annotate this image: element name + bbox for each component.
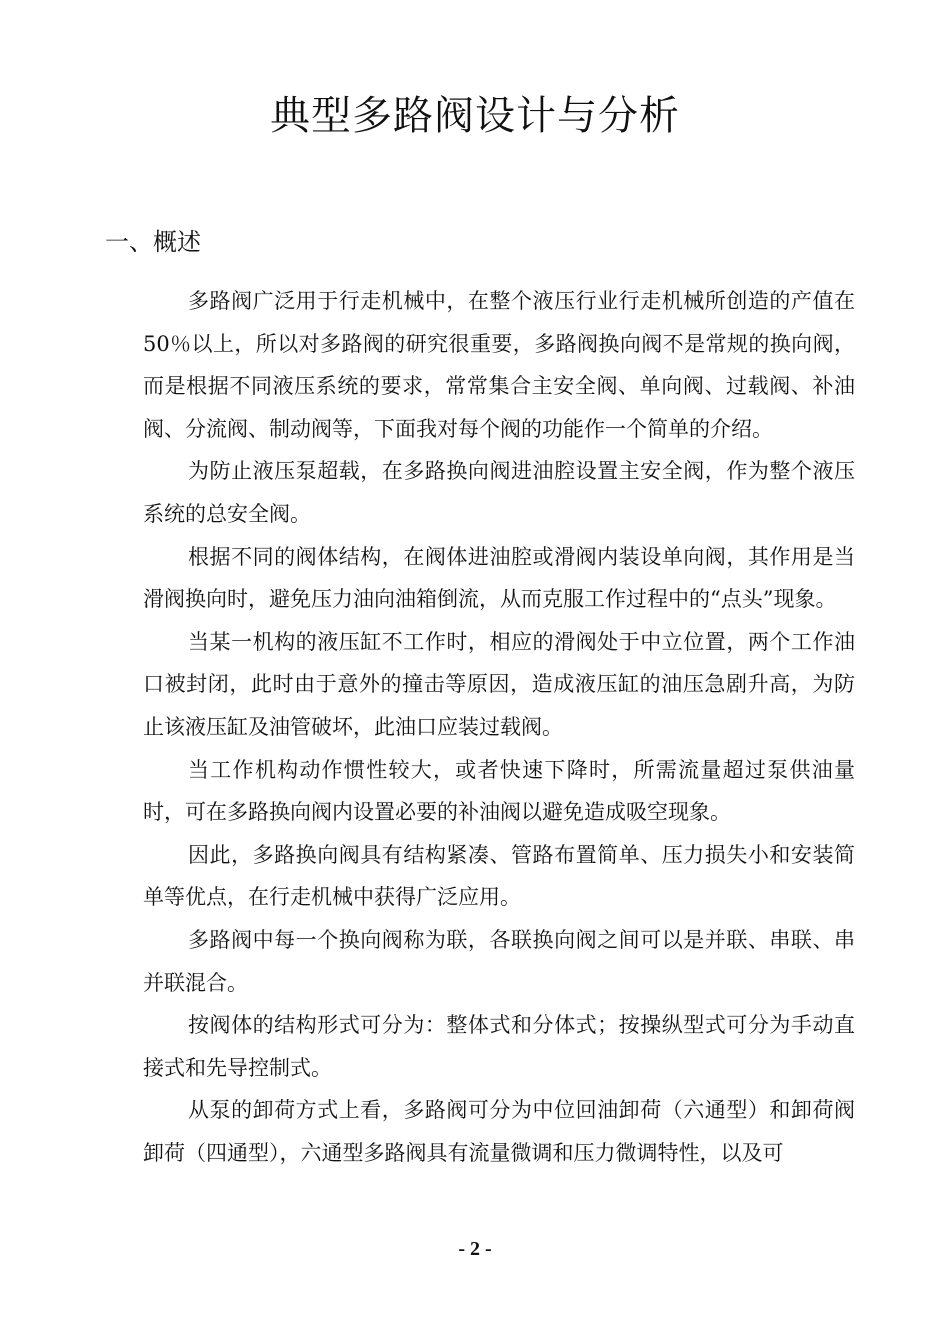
section-heading: 一、概述 <box>105 228 201 256</box>
paragraph: 多路阀广泛用于行走机械中，在整个液压行业行走机械所创造的产值在 50％以上，所以对多路阀的研究很重要，多路阀换向阀不是常规的换向阀，而是根据不同液压系统的要求，常常集合主安全阀、单向阀、过载阀、补油阀、分流阀、制动阀等，下面我对每个阀的功能作一个简单的介绍。 <box>143 289 855 441</box>
paragraph: 为防止液压泵超载，在多路换向阀进油腔设置主安全阀，作为整个液压系统的总安全阀。 <box>143 459 855 526</box>
page-number: - 2 - <box>458 1238 492 1260</box>
paragraph: 当工作机构动作惯性较大，或者快速下降时，所需流量超过泵供油量时，可在多路换向阀内设置必要的补油阀以避免造成吸空现象。 <box>143 757 855 825</box>
body-text <box>143 280 855 1174</box>
paragraph: 多路阀中每一个换向阀称为联，各联换向阀之间可以是并联、串联、串并联混合。 <box>143 927 855 995</box>
document-title: 典型多路阀设计与分析 <box>270 93 680 139</box>
paragraph: 按阀体的结构形式可分为：整体式和分体式；按操纵型式可分为手动直接式和先导控制式。 <box>143 1013 855 1080</box>
paragraph: 当某一机构的液压缸不工作时，相应的滑阀处于中立位置，两个工作油口被封闭，此时由于意外的撞击等原因，造成液压缸的油压急剧升高，为防止该液压缸及油管破坏，此油口应装过载阀。 <box>143 629 855 739</box>
paragraph: 因此，多路换向阀具有结构紧凑、管路布置简单、压力损失小和安装简单等优点，在行走机械中获得广泛应用。 <box>143 842 855 910</box>
paragraph: 从泵的卸荷方式上看，多路阀可分为中位回油卸荷（六通型）和卸荷阀卸荷（四通型），六通型多路阀具有流量微调和压力微调特性，以及可 <box>143 1098 855 1165</box>
paragraph: 根据不同的阀体结构，在阀体进油腔或滑阀内装设单向阀，其作用是当滑阀换向时，避免压力油向油箱倒流，从而克服工作过程中的“点头”现象。 <box>143 544 855 612</box>
